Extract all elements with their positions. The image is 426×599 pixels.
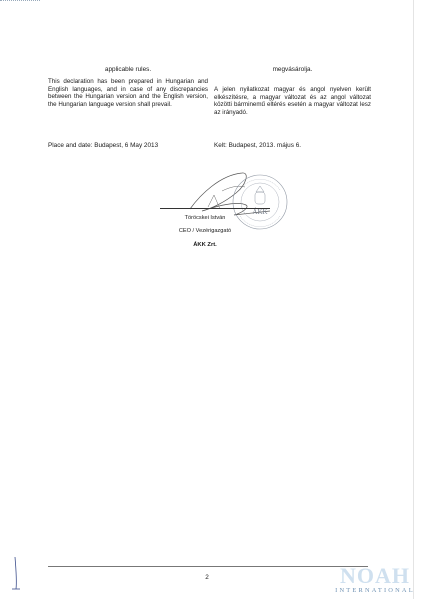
logo-subtitle: INTERNATIONAL: [335, 587, 415, 594]
left-place-date: Place and date: Budapest, 6 May 2013: [48, 142, 159, 149]
signer-title: CEO / Vezérigazgató: [178, 228, 232, 234]
margin-pen-mark: [10, 555, 24, 595]
footer-divider: [48, 566, 368, 567]
right-place-date: Kelt: Budapest, 2013. május 6.: [214, 142, 302, 149]
left-heading: applicable rules.: [104, 66, 152, 73]
seal-text: ÁKK: [252, 208, 268, 216]
left-paragraph: This declaration has been prepared in Hungarian and English languages, and in case of any discrepancies between the Hungarian version and the English version, the Hungarian language version shall prevail.: [48, 78, 208, 108]
signer-name: Töröcskei István: [184, 215, 226, 221]
company-name: ÁKK Zrt.: [193, 242, 217, 248]
noah-international-logo: [326, 565, 424, 597]
top-edge-mark: [0, 0, 40, 4]
logo-word: NOAH: [340, 563, 410, 588]
page-number: 2: [205, 574, 209, 581]
page-edge: [413, 0, 414, 599]
right-heading: megvásárolja.: [272, 66, 313, 73]
right-paragraph: A jelen nyilatkozat magyar és angol nyelven került elkészítésre, a magyar változat és az angol változat közötti bárminemű eltérés esetén a magyar változat lesz az irányadó.: [214, 86, 371, 116]
signature-line: [160, 208, 270, 209]
